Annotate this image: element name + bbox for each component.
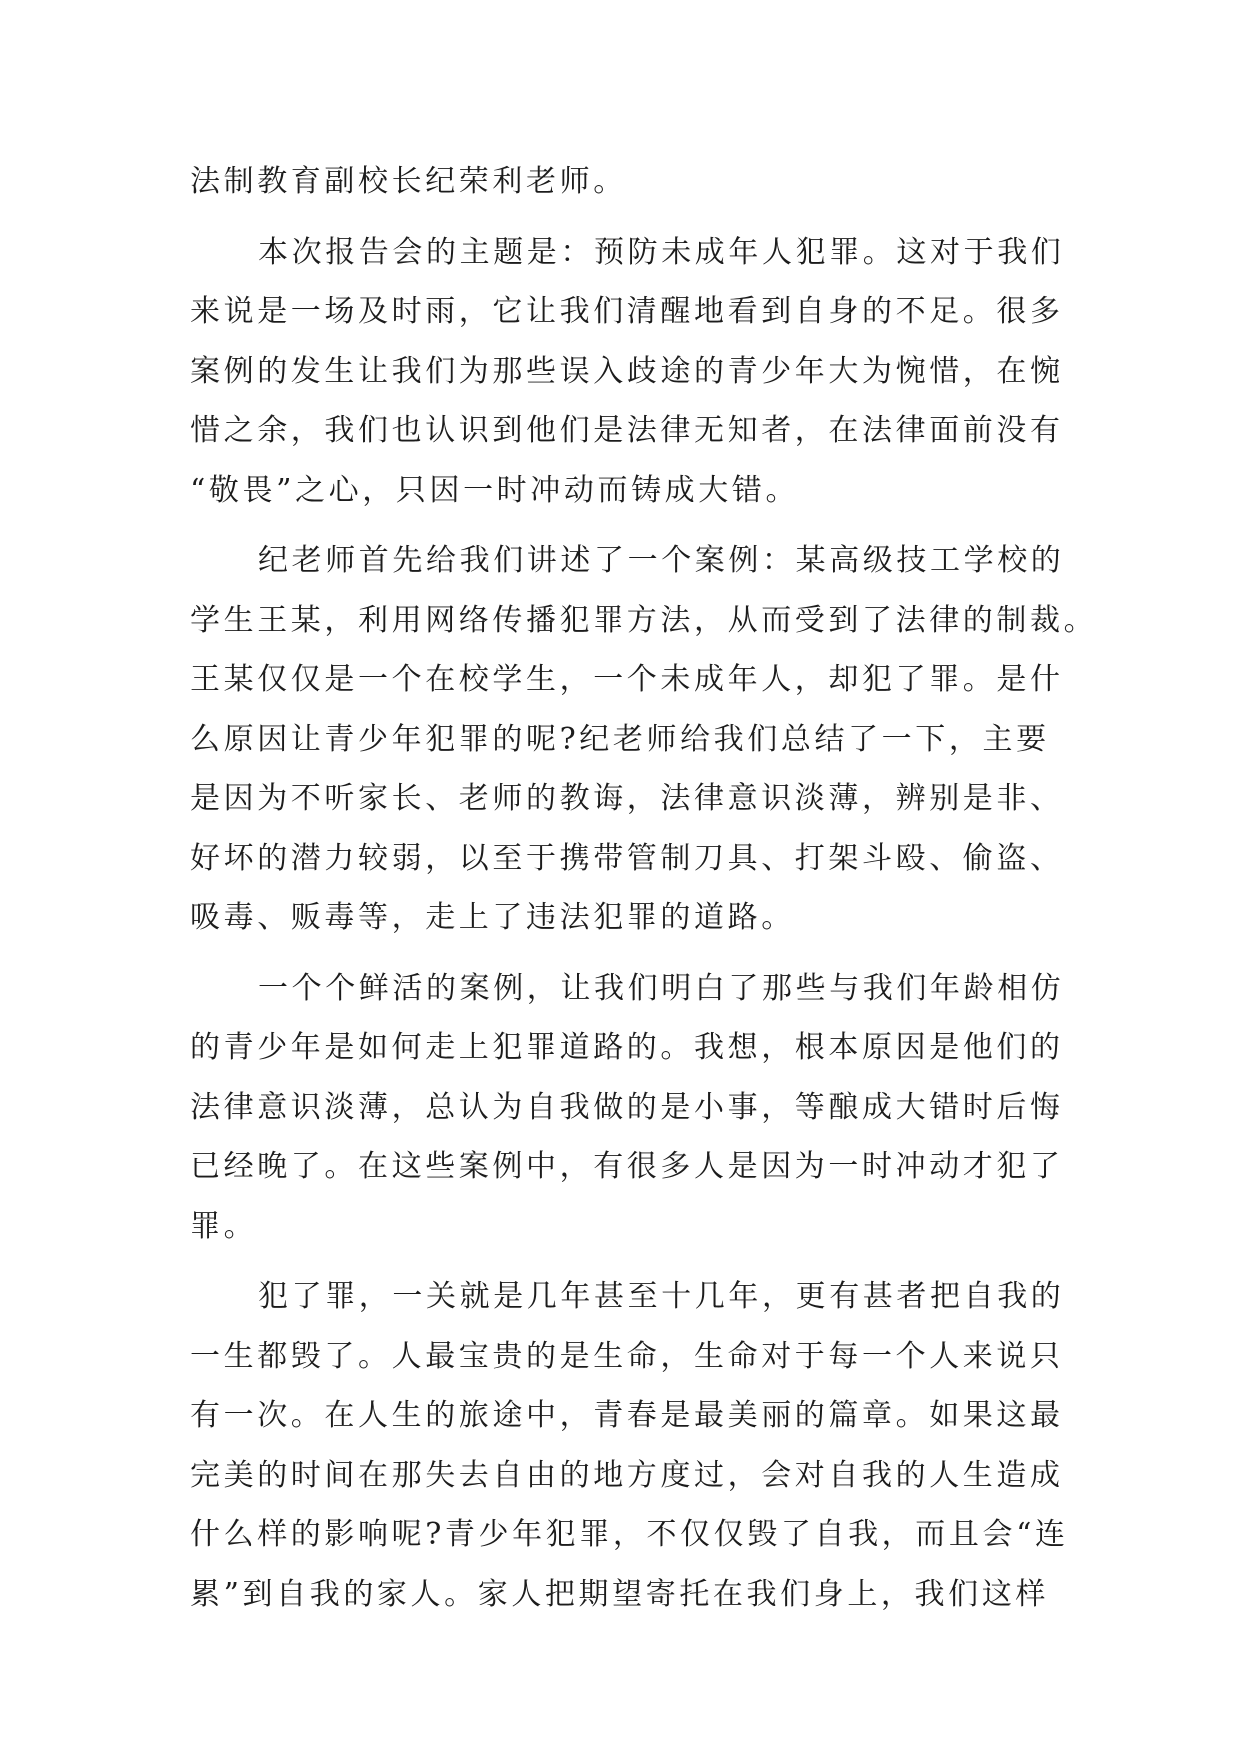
paragraph xyxy=(190,959,1065,1257)
text-line: 王某仅仅是一个在校学生，一个未成年人，却犯了罪。是什 xyxy=(190,662,1064,697)
text-line: 完美的时间在那失去自由的地方度过，会对自我的人生造成 xyxy=(190,1457,1064,1493)
text-line: 一个个鲜活的案例，让我们明白了那些与我们年龄相仿 xyxy=(258,970,1065,1006)
paragraph-gap xyxy=(190,1256,1060,1267)
text-line: 法制教育副校长纪荣利老师。 xyxy=(190,164,627,199)
text-line: 案例的发生让我们为那些误入歧途的青少年大为惋惜，在惋 xyxy=(190,353,1064,389)
text-line: 么原因让青少年犯罪的呢?纪老师给我们总结了一下，主要 xyxy=(190,721,1050,757)
text-line: 吸毒、贩毒等，走上了违法犯罪的道路。 xyxy=(190,900,795,935)
paragraph xyxy=(190,223,1065,521)
text-line: 什么样的影响呢?青少年犯罪，不仅仅毁了自我，而且会“连 xyxy=(190,1517,1069,1552)
text-line: 学生王某，利用网络传播犯罪方法，从而受到了法律的制裁。 xyxy=(190,602,1098,638)
text-line: 已经晚了。在这些案例中，有很多人是因为一时冲动才犯了 xyxy=(190,1149,1064,1184)
text-line: 来说是一场及时雨，它让我们清醒地看到自身的不足。很多 xyxy=(190,294,1064,329)
text-line: 是因为不听家长、老师的教诲，法律意识淡薄，辨别是非、 xyxy=(190,781,1064,816)
text-line: 累”到自我的家人。家人把期望寄托在我们身上，我们这样 xyxy=(190,1576,1049,1612)
text-line: 一生都毁了。人最宝贵的是生命，生命对于每一个人来说只 xyxy=(190,1338,1064,1374)
document-body xyxy=(190,152,1098,1624)
text-line: 罪。 xyxy=(190,1208,258,1244)
text-line: “敬畏”之心，只因一时冲动而铸成大错。 xyxy=(190,472,800,508)
text-line: 好坏的潜力较弱，以至于携带管制刀具、打架斗殴、偷盗、 xyxy=(190,840,1064,876)
paragraph xyxy=(190,1267,1069,1624)
paragraph xyxy=(190,531,1098,948)
text-line: 犯了罪，一关就是几年甚至十几年，更有甚者把自我的 xyxy=(258,1279,1065,1314)
paragraph-gap xyxy=(190,520,1060,531)
paragraph-gap xyxy=(190,212,1060,223)
paragraph-gap xyxy=(190,948,1060,959)
text-line: 本次报告会的主题是：预防未成年人犯罪。这对于我们 xyxy=(258,234,1065,270)
text-line: 的青少年是如何走上犯罪道路的。我想，根本原因是他们的 xyxy=(190,1030,1064,1065)
text-line: 有一次。在人生的旅途中，青春是最美丽的篇章。如果这最 xyxy=(190,1398,1064,1433)
text-line: 法律意识淡薄，总认为自我做的是小事，等酿成大错时后悔 xyxy=(190,1089,1064,1125)
text-line: 纪老师首先给我们讲述了一个案例：某高级技工学校的 xyxy=(258,543,1065,578)
text-line: 惜之余，我们也认识到他们是法律无知者，在法律面前没有 xyxy=(190,413,1064,448)
paragraph xyxy=(190,152,1060,212)
